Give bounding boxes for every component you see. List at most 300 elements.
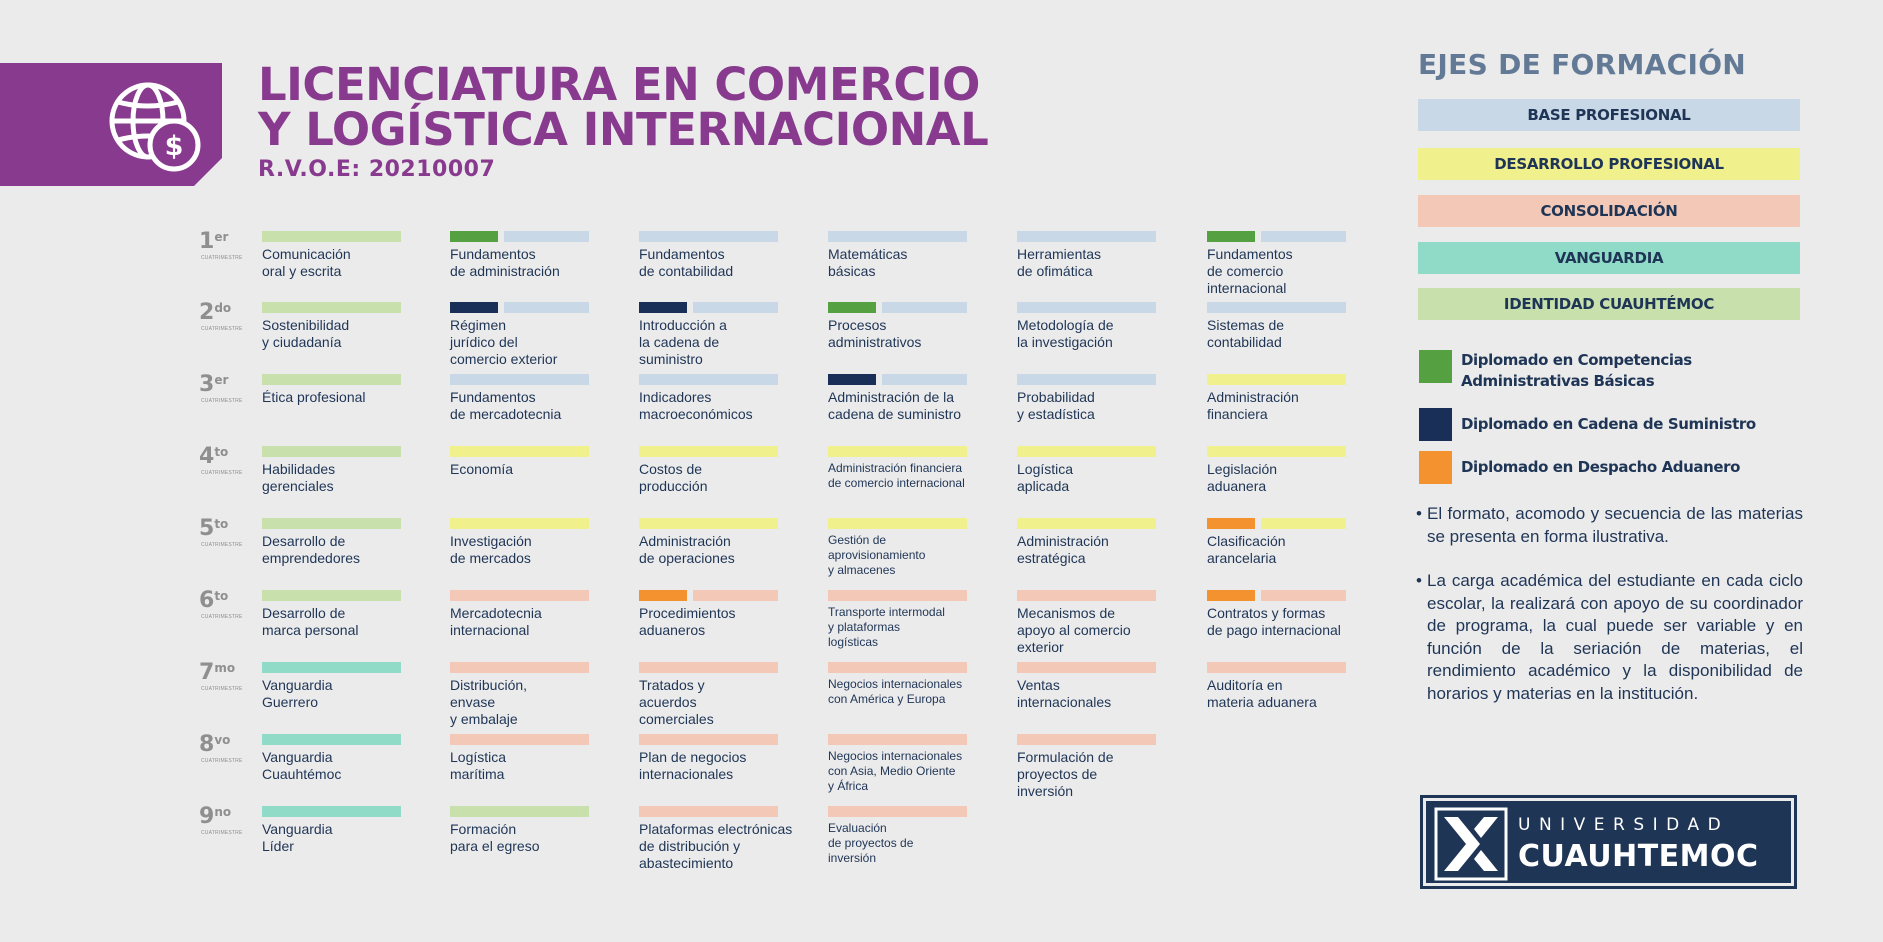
course-name	[639, 461, 809, 495]
course-name-line: Habilidades	[262, 461, 336, 477]
course-axis-bar	[639, 518, 778, 529]
course-name-line: Plataformas electrónicas	[639, 821, 793, 837]
semester-caption: CUATRIMESTRE	[201, 542, 243, 548]
course-axis-bar	[1017, 302, 1156, 313]
course-name-line: Gestión de	[828, 533, 887, 547]
course-name	[262, 749, 432, 783]
course-name-line: materia aduanera	[1207, 694, 1317, 710]
logo-name-text: CUAUHTEMOC	[1518, 839, 1759, 874]
course-name-line: Vanguardia	[262, 677, 333, 693]
course-name-line: de mercados	[450, 550, 531, 566]
course-name	[1017, 533, 1187, 567]
course-axis-bar	[639, 806, 778, 817]
course-axis-bar	[639, 374, 778, 385]
course-name-line: de comercio internacional	[828, 476, 965, 490]
course-axis-bar	[828, 806, 967, 817]
eje-identidad: IDENTIDAD CUAUHTÉMOC	[1418, 288, 1800, 320]
course-name-line: Legislación	[1207, 461, 1278, 477]
note-paragraph	[1416, 503, 1803, 548]
course-item	[450, 734, 620, 783]
course-name-line: y embalaje	[450, 711, 518, 727]
course-name	[262, 533, 432, 567]
course-name-line: Clasificación	[1207, 533, 1286, 549]
course-name-line: básicas	[828, 263, 876, 279]
course-name-line: Mecanismos de	[1017, 605, 1116, 621]
page-title	[258, 58, 989, 156]
diplomado-label	[1461, 350, 1692, 392]
course-axis-bar	[1017, 518, 1156, 529]
course-name-line: acuerdos	[639, 694, 697, 710]
course-name-line: internacionales	[1017, 694, 1112, 710]
course-name-line: Metodología de	[1017, 317, 1114, 333]
course-name-line: oral y escrita	[262, 263, 342, 279]
semester-caption: CUATRIMESTRE	[201, 830, 243, 836]
course-item	[828, 734, 998, 794]
course-axis-bar	[1207, 302, 1346, 313]
course-item	[1207, 590, 1377, 639]
course-axis-bar	[450, 518, 589, 529]
course-name	[1207, 389, 1377, 423]
axis-color-segment	[504, 302, 589, 313]
course-name-line: Guerrero	[262, 694, 319, 710]
course-name-line: y África	[828, 779, 869, 793]
course-name-line: suministro	[639, 351, 703, 367]
course-name	[450, 461, 620, 478]
semester-label	[186, 373, 256, 404]
diploma-marker	[639, 302, 687, 313]
course-name-line: Ventas	[1017, 677, 1060, 693]
semester-caption: CUATRIMESTRE	[201, 614, 243, 620]
course-name-line: marca personal	[262, 622, 359, 638]
course-name-line: proyectos de	[1017, 766, 1098, 782]
course-axis-bar	[1207, 590, 1346, 601]
axis-color-segment	[882, 374, 967, 385]
course-item	[639, 734, 809, 783]
eje-desarrollo: DESARROLLO PROFESIONAL	[1418, 148, 1800, 180]
semester-caption: CUATRIMESTRE	[201, 255, 243, 261]
semester-digit: 1	[199, 229, 215, 254]
university-logo-mark-icon	[1434, 807, 1508, 881]
eje-base: BASE PROFESIONAL	[1418, 99, 1800, 131]
course-item	[262, 374, 432, 406]
course-item	[450, 302, 620, 368]
course-axis-bar	[262, 518, 401, 529]
semester-number	[186, 445, 256, 469]
course-name-line: financiera	[1207, 406, 1268, 422]
semester-digit: 5	[199, 516, 215, 541]
course-name	[1207, 461, 1377, 495]
semester-digit: 9	[199, 804, 215, 829]
course-name-line: inversión	[828, 851, 877, 865]
note-paragraph	[1416, 570, 1803, 705]
course-name	[262, 246, 432, 280]
course-name-line: Transporte intermodal	[828, 605, 945, 619]
course-axis-bar	[450, 806, 589, 817]
course-name	[262, 605, 432, 639]
course-axis-bar	[828, 734, 967, 745]
course-name-line: Formulación de	[1017, 749, 1114, 765]
course-axis-bar	[639, 302, 778, 313]
course-name-line: Contratos y formas	[1207, 605, 1326, 621]
course-name	[450, 389, 620, 423]
semester-label	[186, 301, 256, 332]
title-line-1: LICENCIATURA EN COMERCIO	[258, 58, 980, 111]
course-name-line: contabilidad	[1207, 334, 1282, 350]
course-name-line: Fundamentos	[450, 246, 536, 262]
course-axis-bar	[1207, 374, 1346, 385]
axis-color-segment	[1261, 518, 1346, 529]
semester-digit: 3	[199, 372, 215, 397]
course-name-line: Logística	[1017, 461, 1074, 477]
diploma-marker	[828, 374, 876, 385]
course-axis-bar	[262, 446, 401, 457]
semester-number	[186, 805, 256, 829]
course-name-line: Administración de la	[828, 389, 955, 405]
course-item	[1017, 302, 1187, 351]
course-name	[450, 317, 620, 368]
course-item	[1017, 734, 1187, 800]
eje-consolidacion: CONSOLIDACIÓN	[1418, 195, 1800, 227]
course-name	[828, 821, 998, 866]
axis-color-segment	[693, 302, 778, 313]
course-name-line: de proyectos de	[828, 836, 914, 850]
course-axis-bar	[1207, 446, 1346, 457]
course-name-line: con Asia, Medio Oriente	[828, 764, 956, 778]
course-name-line: macroeconómicos	[639, 406, 753, 422]
course-name-line: aduanera	[1207, 478, 1267, 494]
axis-color-segment	[693, 590, 778, 601]
course-name	[1017, 677, 1187, 711]
diploma-marker	[1207, 231, 1255, 242]
semester-number	[186, 230, 256, 254]
diplomado-label-line: Diplomado en Cadena de Suministro	[1461, 415, 1756, 433]
course-name-line: envase	[450, 694, 496, 710]
eje-vanguardia: VANGUARDIA	[1418, 242, 1800, 274]
course-name-line: inversión	[1017, 783, 1074, 799]
course-axis-bar	[262, 302, 401, 313]
course-axis-bar	[450, 231, 589, 242]
semester-label	[186, 230, 256, 261]
course-name-line: Líder	[262, 838, 294, 854]
course-item	[1207, 374, 1377, 423]
course-name-line: Fundamentos	[450, 389, 536, 405]
course-axis-bar	[1017, 590, 1156, 601]
course-name-line: Plan de negocios	[639, 749, 747, 765]
course-name-line: Comunicación	[262, 246, 351, 262]
semester-label	[186, 733, 256, 764]
course-axis-bar	[262, 806, 401, 817]
course-item	[828, 590, 998, 650]
course-item	[828, 446, 998, 491]
diplomado-label	[1461, 414, 1756, 435]
course-name-line: de ofimática	[1017, 263, 1093, 279]
course-name-line: Tratados y	[639, 677, 705, 693]
course-axis-bar	[262, 734, 401, 745]
course-item	[828, 302, 998, 351]
course-item	[828, 231, 998, 280]
rvoe-code: R.V.O.E: 20210007	[258, 157, 496, 182]
course-axis-bar	[450, 662, 589, 673]
course-axis-bar	[828, 446, 967, 457]
course-name	[450, 246, 620, 280]
course-name-line: Probabilidad	[1017, 389, 1095, 405]
ejes-title: EJES DE FORMACIÓN	[1418, 48, 1747, 81]
course-name-line: Introducción a	[639, 317, 727, 333]
note-bullet: •	[1416, 504, 1422, 523]
course-name-line: Administración	[1207, 389, 1299, 405]
course-item	[639, 231, 809, 280]
semester-suffix: to	[214, 589, 229, 603]
course-name	[1207, 246, 1377, 297]
course-axis-bar	[262, 590, 401, 601]
course-name-line: Vanguardia	[262, 749, 333, 765]
course-name-line: de pago internacional	[1207, 622, 1341, 638]
course-name-line: arancelaria	[1207, 550, 1277, 566]
course-item	[1017, 446, 1187, 495]
course-name	[262, 461, 432, 495]
course-name-line: logísticas	[828, 635, 879, 649]
course-item	[262, 446, 432, 495]
course-name-line: Fundamentos	[639, 246, 725, 262]
course-name-line: Fundamentos	[1207, 246, 1293, 262]
course-item	[828, 806, 998, 866]
course-name-line: Indicadores	[639, 389, 712, 405]
course-name-line: exterior	[1017, 639, 1064, 655]
course-axis-bar	[1017, 734, 1156, 745]
course-name	[639, 605, 809, 639]
course-item	[1017, 590, 1187, 656]
course-axis-bar	[639, 231, 778, 242]
course-name	[1017, 461, 1187, 495]
course-name	[262, 821, 432, 855]
semester-suffix: do	[214, 301, 232, 315]
semester-caption: CUATRIMESTRE	[201, 326, 243, 332]
course-name-line: estratégica	[1017, 550, 1086, 566]
course-name-line: de operaciones	[639, 550, 735, 566]
course-name-line: Cuauhtémoc	[262, 766, 342, 782]
course-name	[828, 749, 998, 794]
course-name-line: de mercadotecnia	[450, 406, 562, 422]
note-bullet: •	[1416, 571, 1422, 590]
course-axis-bar	[262, 231, 401, 242]
course-name	[262, 389, 432, 406]
course-item	[828, 374, 998, 423]
course-name-line: gerenciales	[262, 478, 334, 494]
course-name-line: Administración	[1017, 533, 1109, 549]
diplomado-color-swatch	[1419, 350, 1452, 383]
semester-digit: 4	[199, 444, 215, 469]
course-name-line: producción	[639, 478, 708, 494]
course-name	[1207, 533, 1377, 567]
course-item	[450, 231, 620, 280]
course-name-line: de distribución y	[639, 838, 741, 854]
course-item	[262, 590, 432, 639]
course-name-line: administrativos	[828, 334, 922, 350]
course-name-line: internacionales	[639, 766, 734, 782]
course-name-line: Evaluación	[828, 821, 887, 835]
course-axis-bar	[639, 446, 778, 457]
course-item	[262, 302, 432, 351]
course-item	[450, 806, 620, 855]
course-name-line: Herramientas	[1017, 246, 1102, 262]
logo-university-text: UNIVERSIDAD	[1518, 815, 1730, 835]
course-axis-bar	[262, 662, 401, 673]
course-name-line: internacional	[1207, 280, 1287, 296]
semester-number	[186, 661, 256, 685]
axis-color-segment	[1261, 231, 1346, 242]
course-name-line: y plataformas	[828, 620, 901, 634]
course-name-line: comercio exterior	[450, 351, 558, 367]
course-item	[1017, 518, 1187, 567]
course-name	[450, 677, 620, 728]
course-axis-bar	[828, 662, 967, 673]
course-item	[1207, 662, 1377, 711]
course-name-line: y almacenes	[828, 563, 896, 577]
course-axis-bar	[1207, 662, 1346, 673]
course-name-line: aprovisionamiento	[828, 548, 926, 562]
semester-label	[186, 517, 256, 548]
course-axis-bar	[1207, 231, 1346, 242]
course-name-line: Desarrollo de	[262, 533, 346, 549]
course-name	[1207, 317, 1377, 351]
course-name-line: y ciudadanía	[262, 334, 342, 350]
course-name	[450, 533, 620, 567]
course-axis-bar	[639, 590, 778, 601]
course-name	[828, 605, 998, 650]
course-axis-bar	[450, 590, 589, 601]
course-name	[639, 533, 809, 567]
course-name	[639, 749, 809, 783]
course-axis-bar	[1017, 662, 1156, 673]
course-name	[1017, 317, 1187, 351]
course-name-line: abastecimiento	[639, 855, 734, 871]
course-axis-bar	[450, 374, 589, 385]
semester-label	[186, 805, 256, 836]
course-name	[828, 677, 998, 707]
semester-digit: 8	[199, 732, 215, 757]
course-item	[262, 806, 432, 855]
course-name	[828, 533, 998, 578]
globe-dollar-icon	[104, 80, 204, 175]
course-item	[828, 662, 998, 707]
course-name-line: con América y Europa	[828, 692, 946, 706]
course-item	[450, 590, 620, 639]
course-name-line: Régimen	[450, 317, 507, 333]
course-name	[450, 749, 620, 783]
course-name	[639, 389, 809, 423]
course-axis-bar	[450, 734, 589, 745]
course-axis-bar	[1017, 446, 1156, 457]
axis-color-segment	[1261, 590, 1346, 601]
course-name	[262, 677, 432, 711]
course-name-line: Negocios internacionales	[828, 677, 963, 691]
diplomado-label-line: Diplomado en Despacho Aduanero	[1461, 458, 1741, 476]
course-item	[262, 231, 432, 280]
course-name-line: la investigación	[1017, 334, 1113, 350]
course-name	[262, 317, 432, 351]
course-name	[1017, 246, 1187, 280]
course-name-line: cadena de suministro	[828, 406, 962, 422]
semester-caption: CUATRIMESTRE	[201, 398, 243, 404]
course-name	[1017, 749, 1187, 800]
course-name-line: Negocios internacionales	[828, 749, 963, 763]
axis-color-segment	[882, 302, 967, 313]
diploma-marker	[639, 590, 687, 601]
course-item	[450, 446, 620, 478]
course-name-line: Investigación	[450, 533, 532, 549]
diploma-marker	[450, 231, 498, 242]
course-name-line: jurídico del	[450, 334, 518, 350]
course-item	[639, 446, 809, 495]
course-name-line: Administración	[639, 533, 731, 549]
course-item	[1207, 302, 1377, 351]
semester-number	[186, 589, 256, 613]
diplomado-color-swatch	[1419, 408, 1452, 441]
course-name	[639, 821, 809, 872]
title-line-2: Y LOGÍSTICA INTERNACIONAL	[258, 103, 989, 156]
course-name-line: internacional	[450, 622, 530, 638]
semester-number	[186, 517, 256, 541]
course-name-line: Sostenibilidad	[262, 317, 350, 333]
course-item	[639, 662, 809, 728]
semester-suffix: vo	[214, 733, 231, 747]
course-name-line: para el egreso	[450, 838, 540, 854]
semester-digit: 2	[199, 300, 215, 325]
course-item	[639, 518, 809, 567]
course-item	[828, 518, 998, 578]
diploma-marker	[1207, 590, 1255, 601]
course-name	[828, 461, 998, 491]
semester-suffix: to	[214, 517, 229, 531]
axis-color-segment	[504, 231, 589, 242]
course-item	[639, 806, 809, 872]
course-axis-bar	[1207, 518, 1346, 529]
course-axis-bar	[828, 374, 967, 385]
diplomado-color-swatch	[1419, 451, 1452, 484]
course-name-line: Ética profesional	[262, 389, 366, 405]
course-name	[1017, 605, 1187, 656]
course-name-line: Vanguardia	[262, 821, 333, 837]
semester-number	[186, 373, 256, 397]
semester-digit: 6	[199, 588, 215, 613]
semester-caption: CUATRIMESTRE	[201, 758, 243, 764]
course-name	[639, 317, 809, 368]
course-name-line: marítima	[450, 766, 505, 782]
course-item	[1017, 662, 1187, 711]
course-axis-bar	[828, 518, 967, 529]
semester-number	[186, 301, 256, 325]
course-name-line: la cadena de	[639, 334, 720, 350]
course-item	[262, 734, 432, 783]
course-axis-bar	[1017, 231, 1156, 242]
semester-caption: CUATRIMESTRE	[201, 470, 243, 476]
course-axis-bar	[450, 446, 589, 457]
course-item	[450, 518, 620, 567]
course-name-line: Matemáticas	[828, 246, 908, 262]
course-name-line: Economía	[450, 461, 514, 477]
semester-suffix: er	[214, 230, 229, 244]
semester-label	[186, 445, 256, 476]
course-name-line: y estadística	[1017, 406, 1095, 422]
course-axis-bar	[262, 374, 401, 385]
course-name-line: de comercio	[1207, 263, 1284, 279]
diploma-marker	[828, 302, 876, 313]
note-text: El formato, acomodo y secuencia de las materias se presenta en forma ilustrativa.	[1427, 504, 1803, 546]
course-name-line: apoyo al comercio	[1017, 622, 1131, 638]
course-name-line: Auditoría en	[1207, 677, 1283, 693]
course-item	[262, 662, 432, 711]
course-axis-bar	[639, 662, 778, 673]
